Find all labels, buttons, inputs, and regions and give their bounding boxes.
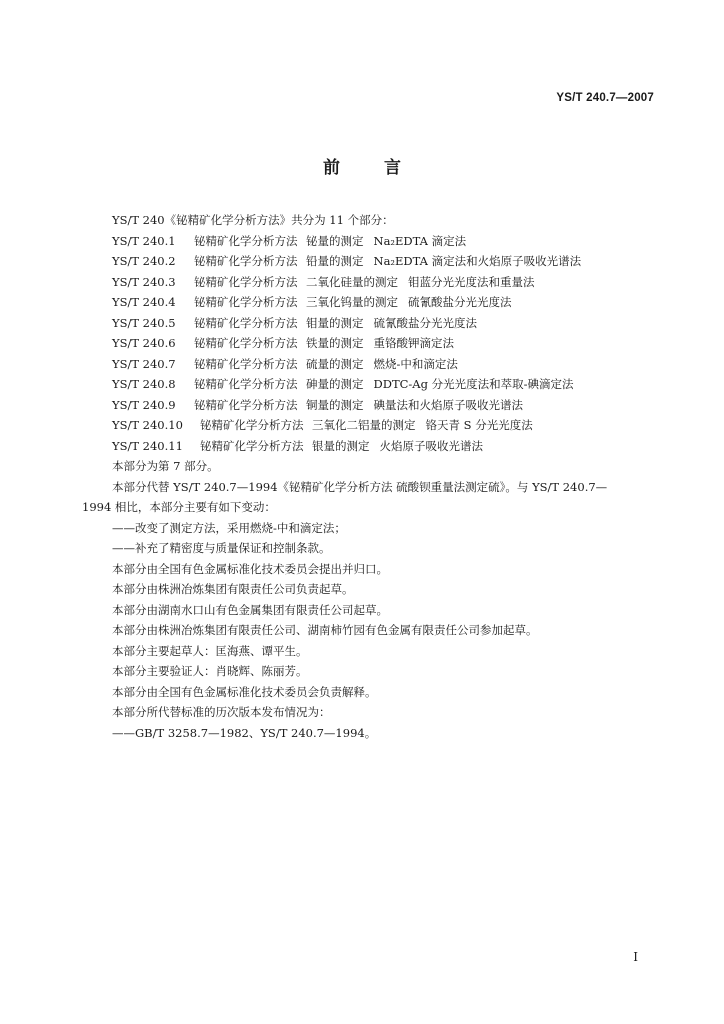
part-name: 铋精矿化学分析方法 <box>194 336 298 350</box>
part-method: Na₂EDTA 滴定法和火焰原子吸收光谱法 <box>373 254 582 268</box>
part-method: DDTC-Ag 分光光度法和萃取-碘滴定法 <box>373 377 574 391</box>
page-title <box>0 153 724 178</box>
part-name: 铋精矿化学分析方法 <box>194 377 298 391</box>
parts-list <box>88 231 654 457</box>
part-line <box>88 354 654 375</box>
drafted-line: 本部分由湖南水口山有色金属集团有限责任公司起草。 <box>112 602 388 617</box>
part-code: YS/T 240.11 <box>112 438 183 453</box>
part-line <box>88 231 654 252</box>
part-line <box>88 415 654 436</box>
part-method: Na₂EDTA 滴定法 <box>373 233 467 248</box>
change-item-2: ——补充了精密度与质量保证和控制条款。 <box>112 541 331 555</box>
part-method: 碘量法和火焰原子吸收光谱法 <box>373 397 523 412</box>
part-name: 铋精矿化学分析方法 <box>194 274 298 289</box>
part-line <box>88 272 654 293</box>
part-code: YS/T 240.2 <box>112 254 176 268</box>
part-item: 银量的测定 <box>312 438 370 453</box>
part-name: 铋精矿化学分析方法 <box>194 397 298 412</box>
part-method: 铬天青 S 分光光度法 <box>425 418 533 432</box>
part-method: 硫氰酸盐分光光度法 <box>408 295 512 309</box>
part-item: 钼量的测定 <box>306 315 364 330</box>
standard-code: YS/T 240.7—2007 <box>556 92 654 104</box>
part-method: 硫氰酸盐分光光度法 <box>373 315 477 330</box>
part-item: 三氧化钨量的测定 <box>306 295 398 309</box>
part-line <box>88 313 654 334</box>
proposed-line: 本部分由全国有色金属标准化技术委员会提出并归口。 <box>112 561 388 576</box>
foreword-body <box>82 210 654 743</box>
history-item-1: ——GB/T 3258.7—1982、YS/T 240.7—1994。 <box>112 725 377 740</box>
part-name: 铋精矿化学分析方法 <box>200 438 304 453</box>
change-item-1: ——改变了测定方法，采用燃烧-中和滴定法； <box>112 520 346 535</box>
interpret-line: 本部分由全国有色金属标准化技术委员会负责解释。 <box>112 684 377 699</box>
responsible-line: 本部分由株洲冶炼集团有限责任公司负责起草。 <box>112 582 354 596</box>
part-name: 铋精矿化学分析方法 <box>194 315 298 330</box>
part-method: 燃烧-中和滴定法 <box>373 356 458 371</box>
title-char-2: 言 <box>384 158 401 178</box>
part-item: 二氧化硅量的测定 <box>306 274 398 289</box>
participated-line: 本部分由株洲冶炼集团有限责任公司、湖南柿竹园有色金属有限责任公司参加起草。 <box>112 623 538 637</box>
part-item: 铅量的测定 <box>306 254 364 268</box>
title-char-1: 前 <box>323 158 340 178</box>
part-name: 铋精矿化学分析方法 <box>194 295 298 309</box>
part-item: 硫量的测定 <box>306 356 364 371</box>
part-code: YS/T 240.1 <box>112 233 176 248</box>
part-item: 砷量的测定 <box>306 377 364 391</box>
replace-line-1: 本部分代替 YS/T 240.7—1994《铋精矿化学分析方法 硫酸钡重量法测定硫》。与 YS/T 240.7— <box>112 479 608 494</box>
part-line <box>88 333 654 354</box>
part-line <box>88 374 654 395</box>
part-item: 铁量的测定 <box>306 336 364 350</box>
verifiers-line: 本部分主要验证人：肖晓辉、陈丽芳。 <box>112 664 308 678</box>
history-line: 本部分所代替标准的历次版本发布情况为： <box>112 705 331 719</box>
part-number-line: 本部分为第 7 部分。 <box>112 459 219 473</box>
part-code: YS/T 240.5 <box>112 315 176 330</box>
part-name: 铋精矿化学分析方法 <box>200 418 304 432</box>
part-code: YS/T 240.4 <box>112 295 176 309</box>
part-line <box>88 251 654 272</box>
part-name: 铋精矿化学分析方法 <box>194 233 298 248</box>
part-code: YS/T 240.7 <box>112 356 176 371</box>
part-name: 铋精矿化学分析方法 <box>194 254 298 268</box>
part-item: 铜量的测定 <box>306 397 364 412</box>
part-code: YS/T 240.10 <box>112 418 183 432</box>
page-number: I <box>633 950 638 964</box>
drafters-line: 本部分主要起草人：匡海燕、谭平生。 <box>112 643 308 658</box>
part-name: 铋精矿化学分析方法 <box>194 356 298 371</box>
part-code: YS/T 240.3 <box>112 274 176 289</box>
part-item: 三氧化二铝量的测定 <box>312 418 416 432</box>
replace-line-2: 1994 相比，本部分主要有如下变动： <box>82 500 276 514</box>
intro-line: YS/T 240《铋精矿化学分析方法》共分为 11 个部分： <box>112 213 394 227</box>
part-code: YS/T 240.8 <box>112 377 176 391</box>
part-line <box>88 436 654 457</box>
part-code: YS/T 240.9 <box>112 397 176 412</box>
part-item: 铋量的测定 <box>306 233 364 248</box>
part-line <box>88 292 654 313</box>
part-method: 重铬酸钾滴定法 <box>373 336 454 350</box>
part-line <box>88 395 654 416</box>
part-code: YS/T 240.6 <box>112 336 176 350</box>
part-method: 钼蓝分光光度法和重量法 <box>408 274 535 289</box>
part-method: 火焰原子吸收光谱法 <box>379 438 483 453</box>
